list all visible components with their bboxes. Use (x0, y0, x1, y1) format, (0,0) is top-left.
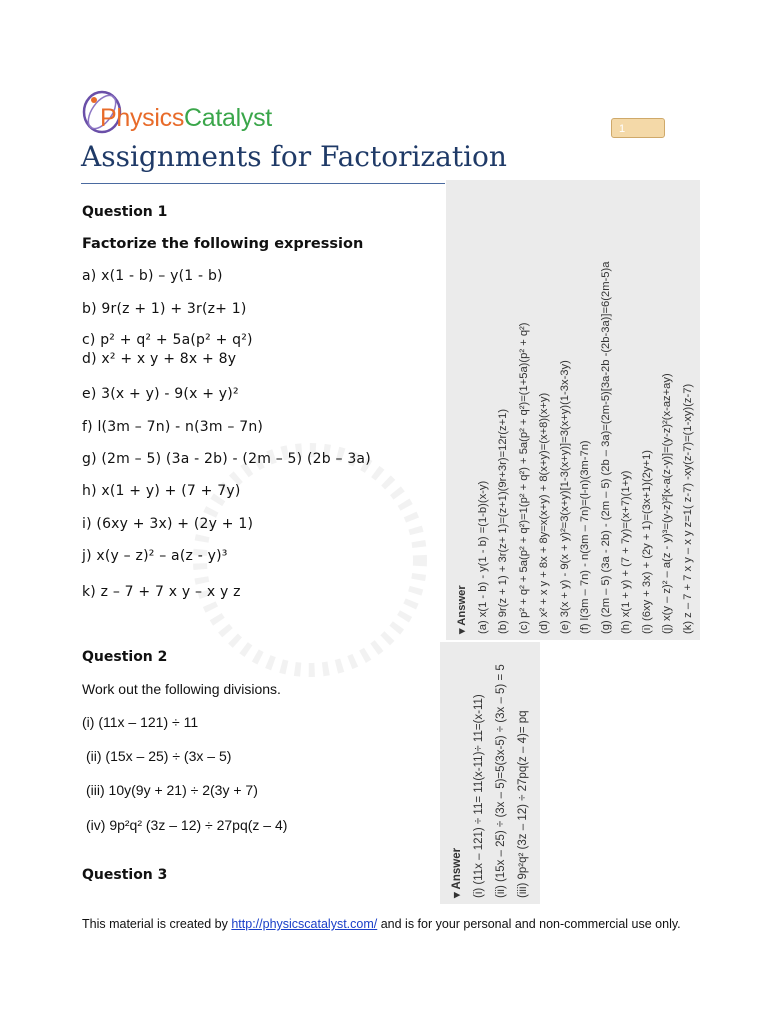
answer-1-row-a: (a) x(1 - b) - y(1 - b) =(1-b)(x-y) (476, 480, 489, 634)
answer-1-row-c: (c) p² + q² + 5a(p² + q²)=1(p² + q²) + 5a(p² + q²)=(1+5a)(p² + q²) (517, 322, 530, 634)
question-2-heading: Question 2 (82, 649, 168, 665)
q1-item-c: c) p² + q² + 5a(p² + q²) (82, 332, 253, 348)
footer-note (82, 916, 692, 932)
answer-1-rotated-text (452, 262, 698, 634)
q1-item-g: g) (2m – 5) (3a - 2b) - (2m – 5) (2b – 3a) (82, 451, 371, 467)
answer-2-row-i: (i) (11x – 121) ÷ 11= 11(x-11)÷ 11=(x-11) (473, 694, 485, 898)
footer-link[interactable]: http://physicscatalyst.com/ (231, 917, 378, 931)
page-title: Assignments for Factorization (81, 140, 507, 173)
answer-1-row-i: (i) (6xy + 3x) + (2y + 1)=(3x+1)(2y+1) (640, 449, 653, 634)
answer-panel-2 (440, 642, 540, 904)
answer-2-rotated-text (446, 664, 534, 898)
q2-item-i: (i) (11x – 121) ÷ 11 (82, 714, 199, 730)
q1-item-i: i) (6xy + 3x) + (2y + 1) (82, 516, 254, 532)
answer-1-row-b: (b) 9r(z + 1) + 3r(z+ 1)=(z+1)(9r+3r)=12r(z+1) (497, 408, 509, 634)
logo-text-catalyst: Catalyst (184, 104, 272, 132)
answer-1-row-k: (k) z – 7 + 7 x y – x y z=1( z-7) -xy(z-7)=(1-xy)(z-7) (681, 383, 694, 634)
q1-item-a: a) x(1 - b) – y(1 - b) (82, 268, 223, 284)
answer-1-row-g: (g) (2m – 5) (3a - 2b) - (2m – 5) (2b – 3a)=(2m-5)[3a-2b -(2b-3a)]=6(2m-5)a (599, 261, 612, 634)
q1-item-f: f) l(3m – 7n) - n(3m – 7n) (82, 419, 264, 435)
answer-1-row-f: (f) l(3m – 7n) - n(3m – 7n)=(l-n)(3m-7n) (579, 440, 591, 634)
q1-item-j: j) x(y – z)² – a(z - y)³ (82, 548, 228, 564)
answer-2-header: ▾ Answer (451, 847, 463, 898)
footer-text-after: and is for your personal and non-commercial use only. (377, 917, 681, 931)
page-number-badge: 1 (611, 118, 665, 138)
question-3-heading: Question 3 (82, 867, 168, 883)
q2-item-iv: (iv) 9p²q² (3z – 12) ÷ 27pq(z – 4) (86, 817, 288, 833)
answer-1-row-e: (e) 3(x + y) - 9(x + y)²=3(x+y)[1-3(x+y)]=3(x+y)(1-3x-3y) (558, 360, 571, 634)
q2-item-iii: (iii) 10y(9y + 21) ÷ 2(3y + 7) (86, 782, 258, 798)
footer-text-before: This material is created by (82, 917, 232, 931)
logo-text-physics: Physics (100, 104, 185, 132)
q1-item-e: e) 3(x + y) - 9(x + y)² (82, 386, 239, 402)
q1-item-h: h) x(1 + y) + (7 + 7y) (82, 483, 241, 499)
answer-2-row-ii: (ii) (15x – 25) ÷ (3x – 5)=5(3x-5) ÷ (3x – 5) = 5 (495, 664, 507, 898)
q2-item-ii: (ii) (15x – 25) ÷ (3x – 5) (86, 748, 232, 764)
question-2-instruction: Work out the following divisions. (82, 681, 281, 697)
question-1-instruction: Factorize the following expression (82, 236, 364, 252)
answer-panel-1 (446, 180, 700, 640)
q1-item-k: k) z – 7 + 7 x y – x y z (82, 584, 241, 600)
answer-1-row-j: (j) x(y – z)² – a(z - y)³=(y-z)²[x-a(z-y)]=(y-z)²(x-az+ay) (661, 373, 673, 634)
logo-wordmark (100, 104, 272, 133)
q1-item-d: d) x² + x y + 8x + 8y (82, 351, 237, 367)
answer-1-header: ▾ Answer (456, 585, 468, 634)
answer-1-row-h: (h) x(1 + y) + (7 + 7y)=(x+7)(1+y) (620, 470, 632, 634)
q1-item-b: b) 9r(z + 1) + 3r(z+ 1) (82, 301, 247, 317)
answer-2-row-iii: (iii) 9p²q² (3z – 12) ÷ 27pq(z – 4)= pq (517, 710, 529, 898)
answer-1-row-d: (d) x² + x y + 8x + 8y=x(x+y) + 8(x+y)=(x+8)(x+y) (538, 392, 550, 634)
question-1-heading: Question 1 (82, 204, 168, 220)
title-underline (81, 183, 445, 184)
